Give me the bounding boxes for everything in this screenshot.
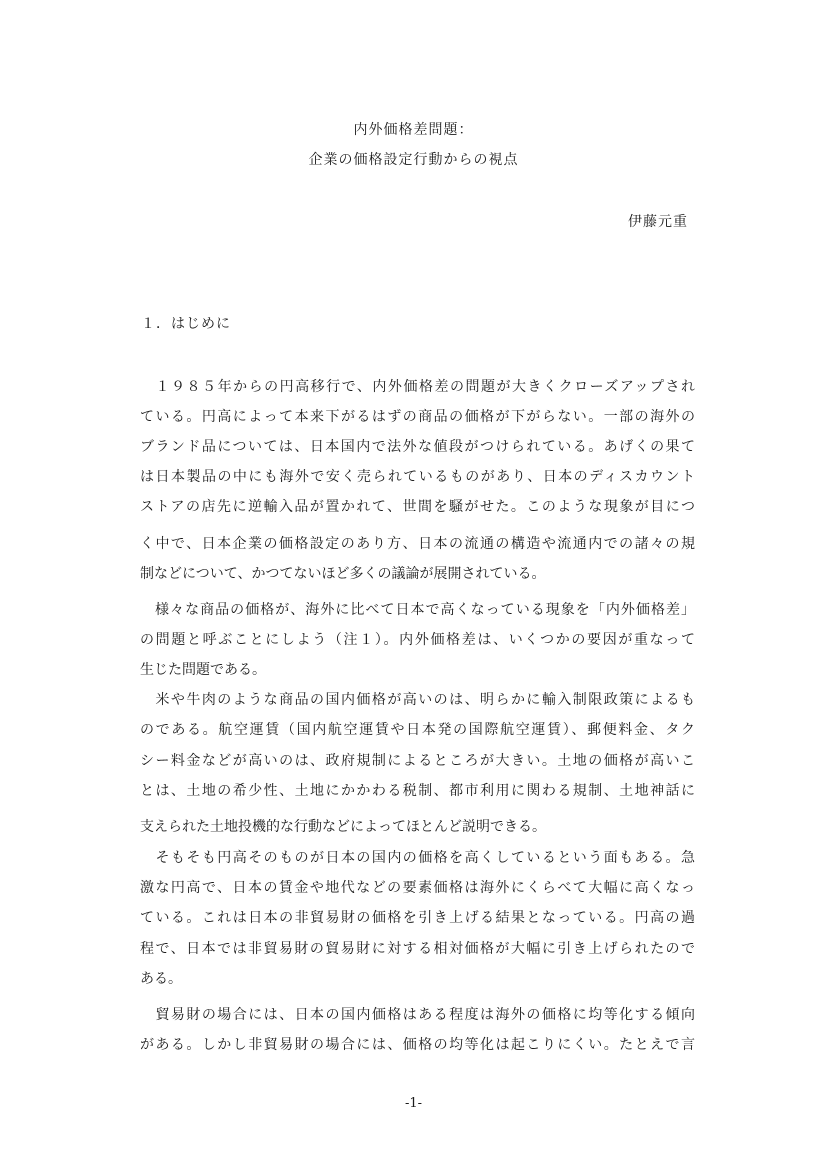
body-line: １９８５年からの円高移行で、内外価格差の問題が大きくクローズアップされ: [140, 379, 695, 395]
section-heading: １．はじめに: [141, 316, 231, 332]
body-line: 米や牛肉のような商品の国内価格が高いのは、明らかに輸入制限政策によるも: [140, 692, 695, 708]
body-line: ている。これは日本の非貿易財の価格を引き上げる結果となっている。円高の過: [140, 910, 695, 926]
page-number: -1-: [404, 1096, 423, 1111]
body-line: ブランド品については、日本国内で法外な値段がつけられている。あげくの果て: [140, 439, 695, 455]
body-line: ある。: [140, 971, 182, 987]
body-line: そもそも円高そのものが日本の国内の価格を高くしているという面もある。急: [140, 850, 695, 866]
body-line: 生じた問題である。: [140, 662, 266, 678]
body-line: は日本製品の中にも海外で安く売られているものがあり、日本のディスカウント: [140, 469, 695, 485]
author-name: 伊藤元重: [628, 214, 688, 230]
body-line: 激な円高で、日本の賃金や地代などの要素価格は海外にくらべて大幅に高くなっ: [140, 880, 695, 896]
paper-title-line-2: 企業の価格設定行動からの視点: [308, 152, 519, 168]
body-line: 支えられた土地投機的な行動などによってほとんど説明できる。: [140, 819, 546, 835]
body-line: 程で、日本では非貿易財の貿易財に対する相対価格が大幅に引き上げられたので: [140, 941, 695, 957]
body-line: とは、土地の希少性、土地にかかわる税制、都市利用に関わる規制、土地神話に: [140, 783, 695, 799]
body-line: ている。円高によって本来下がるはずの商品の価格が下がらない。一部の海外の: [140, 409, 695, 425]
body-line: く中で、日本企業の価格設定のあり方、日本の流通の構造や流通内での諸々の規: [140, 536, 695, 552]
body-line: ストアの店先に逆輸入品が置かれて、世間を騒がせた。このような現象が目につ: [140, 499, 695, 515]
body-line: 貿易財の場合には、日本の国内価格はある程度は海外の価格に均等化する傾向: [140, 1007, 695, 1023]
body-line: がある。しかし非貿易財の場合には、価格の均等化は起こりにくい。たとえで言: [140, 1037, 695, 1053]
body-line: シー料金などが高いのは、政府規制によるところが大きい。土地の価格が高いこ: [140, 753, 695, 769]
body-line: 様々な商品の価格が、海外に比べて日本で高くなっている現象を「内外価格差」: [140, 602, 695, 618]
body-line: のである。航空運賃（国内航空運賃や日本発の国際航空運賃）、郵便料金、タク: [140, 722, 695, 738]
body-line: の問題と呼ぶことにしよう（注１）。内外価格差は、いくつかの要因が重なって: [140, 632, 695, 648]
paper-title-line-1: 内外価格差問題：: [353, 122, 474, 138]
body-line: 制などについて、かつてないほど多くの議論が展開されている。: [140, 566, 546, 582]
